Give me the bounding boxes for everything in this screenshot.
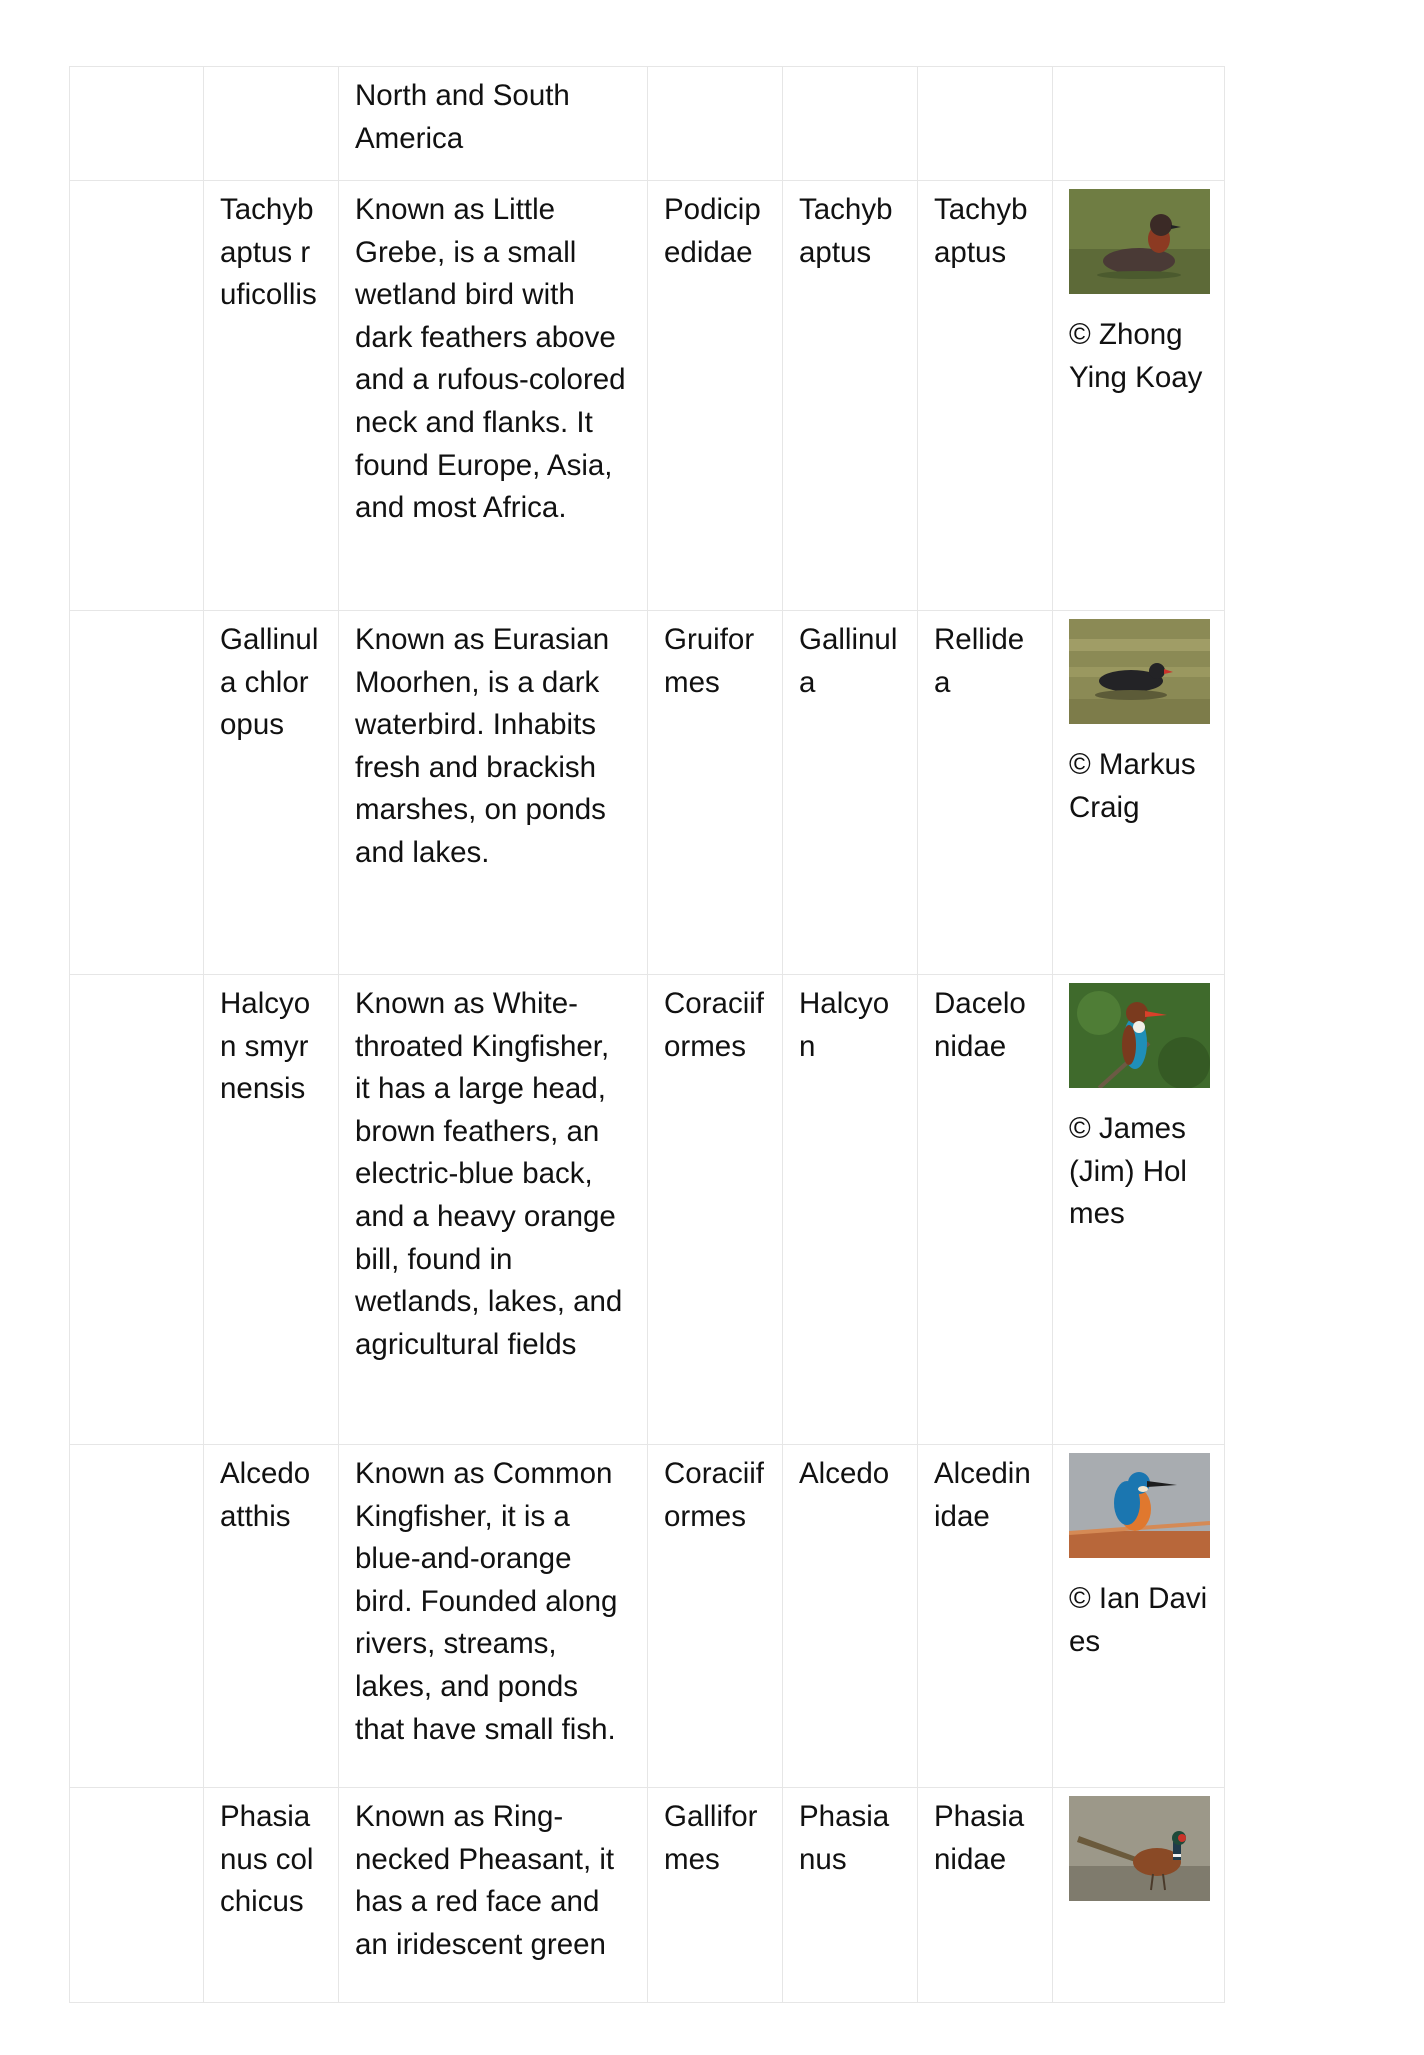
order-cell: Galliformes xyxy=(648,1788,783,2003)
description-cell: Known as Little Grebe, is a small wetland bird with dark feathers above and a rufous-colored neck and flanks. It found Europe, Asia, and most Africa. xyxy=(339,181,648,611)
order-cell: Podicipedidae xyxy=(648,181,783,611)
description-cell: Known as White-throated Kingfisher, it has a large head, brown feathers, an electric-blue back, and a heavy orange bill, found in wetlands, lakes, and agricultural fields xyxy=(339,975,648,1445)
family-cell: Rellidea xyxy=(918,611,1053,975)
genus-cell xyxy=(783,67,918,181)
scientific-name-cell: Alcedo atthis xyxy=(204,1445,339,1788)
photo-cell xyxy=(1053,1445,1225,1788)
table-row xyxy=(70,1445,1225,1788)
photo-credit: © Markus Craig xyxy=(1069,748,1196,824)
ring-necked-pheasant-photo xyxy=(1069,1796,1210,1901)
description-cell: Known as Eurasian Moorhen, is a dark waterbird. Inhabits fresh and brackish marshes, on ponds and lakes. xyxy=(339,611,648,975)
order-cell: Gruiformes xyxy=(648,611,783,975)
photo-credit: © Ian Davies xyxy=(1069,1582,1208,1658)
scientific-name-cell: Tachybaptus ruficollis xyxy=(204,181,339,611)
blank-cell xyxy=(70,1445,204,1788)
order-cell xyxy=(648,67,783,181)
table-row xyxy=(70,975,1225,1445)
genus-cell: Phasianus xyxy=(783,1788,918,2003)
family-cell: Dacelonidae xyxy=(918,975,1053,1445)
eurasian-moorhen-photo xyxy=(1069,619,1210,724)
description-cell: North and South America xyxy=(339,67,648,181)
description-cell: Known as Ring-necked Pheasant, it has a red face and an iridescent green xyxy=(339,1788,648,2003)
table-row xyxy=(70,181,1225,611)
photo-cell xyxy=(1053,611,1225,975)
photo-cell xyxy=(1053,975,1225,1445)
table-row xyxy=(70,67,1225,181)
family-cell: Alcedinidae xyxy=(918,1445,1053,1788)
description-cell: Known as Common Kingfisher, it is a blue-and-orange bird. Founded along rivers, streams, lakes, and ponds that have small fish. xyxy=(339,1445,648,1788)
scientific-name-cell xyxy=(204,67,339,181)
table-row xyxy=(70,1788,1225,2003)
photo-cell xyxy=(1053,181,1225,611)
genus-cell: Halcyon xyxy=(783,975,918,1445)
scientific-name-cell: Phasianus colchicus xyxy=(204,1788,339,2003)
blank-cell xyxy=(70,1788,204,2003)
genus-cell: Tachybaptus xyxy=(783,181,918,611)
blank-cell xyxy=(70,67,204,181)
scientific-name-cell: Halcyon smyrnensis xyxy=(204,975,339,1445)
genus-cell: Gallinula xyxy=(783,611,918,975)
family-cell xyxy=(918,67,1053,181)
genus-cell: Alcedo xyxy=(783,1445,918,1788)
order-cell: Coraciiformes xyxy=(648,975,783,1445)
white-throated-kingfisher-photo xyxy=(1069,983,1210,1088)
photo-cell xyxy=(1053,67,1225,181)
photo-credit: © Zhong Ying Koay xyxy=(1069,318,1203,394)
little-grebe-photo xyxy=(1069,189,1210,294)
family-cell: Phasianidae xyxy=(918,1788,1053,2003)
common-kingfisher-photo xyxy=(1069,1453,1210,1558)
species-table xyxy=(69,66,1225,2003)
table-row xyxy=(70,611,1225,975)
family-cell: Tachybaptus xyxy=(918,181,1053,611)
scientific-name-cell: Gallinula chloropus xyxy=(204,611,339,975)
photo-credit: © James (Jim) Holmes xyxy=(1069,1112,1187,1231)
blank-cell xyxy=(70,181,204,611)
blank-cell xyxy=(70,611,204,975)
photo-cell xyxy=(1053,1788,1225,2003)
order-cell: Coraciiformes xyxy=(648,1445,783,1788)
blank-cell xyxy=(70,975,204,1445)
